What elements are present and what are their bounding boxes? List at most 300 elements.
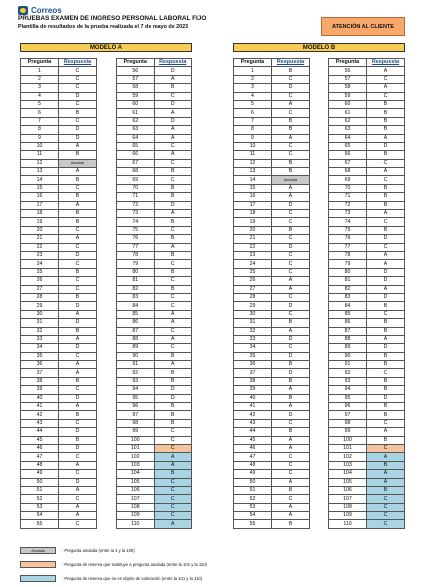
question-number: 24 — [21, 260, 59, 268]
table-row — [21, 436, 97, 444]
answer-cell: D — [272, 352, 310, 360]
question-number: 92 — [117, 369, 155, 377]
table-row — [117, 512, 192, 520]
answer-cell: A — [59, 369, 97, 377]
question-number: 79 — [117, 260, 155, 268]
table-row — [234, 126, 310, 134]
table-row — [117, 327, 192, 335]
question-number: 105 — [329, 478, 367, 486]
question-number: 95 — [117, 394, 155, 402]
table-row — [117, 126, 192, 134]
answer-cell: B — [272, 319, 310, 327]
table-row — [117, 117, 192, 125]
table-row — [21, 495, 97, 503]
question-number: 5 — [21, 100, 59, 108]
table-row — [117, 184, 192, 192]
question-number: 70 — [117, 184, 155, 192]
question-number: 11 — [234, 151, 272, 159]
question-number: 7 — [234, 117, 272, 125]
table-row — [117, 243, 192, 251]
answer-cell: B — [154, 285, 192, 293]
answer-cell: A — [367, 478, 405, 486]
answer-cell: C — [367, 176, 405, 184]
answer-cell: C — [59, 84, 97, 92]
table-row — [329, 377, 405, 385]
table-row — [234, 176, 310, 184]
table-row — [21, 67, 97, 75]
table-row — [117, 486, 192, 494]
answer-cell: C — [154, 302, 192, 310]
table-row — [234, 75, 310, 83]
question-number: 87 — [329, 327, 367, 335]
answer-cell: A — [272, 100, 310, 108]
table-row — [21, 293, 97, 301]
table-row — [117, 344, 192, 352]
answer-cell: A — [367, 470, 405, 478]
question-number: 58 — [117, 84, 155, 92]
answer-cell: D — [154, 394, 192, 402]
table-row — [21, 428, 97, 436]
answer-cell: D — [59, 134, 97, 142]
table-row — [234, 377, 310, 385]
table-row — [329, 243, 405, 251]
question-number: 100 — [329, 436, 367, 444]
answer-cell: B — [367, 319, 405, 327]
answer-cell: C — [272, 210, 310, 218]
question-number: 90 — [329, 352, 367, 360]
answer-cell: C — [59, 470, 97, 478]
question-number: 42 — [234, 411, 272, 419]
table-row — [234, 428, 310, 436]
table-row — [117, 403, 192, 411]
question-number: 93 — [117, 377, 155, 385]
answer-cell: D — [59, 478, 97, 486]
table-row — [21, 117, 97, 125]
table-row — [329, 428, 405, 436]
question-number: 16 — [21, 193, 59, 201]
table-row — [21, 100, 97, 108]
answer-cell: C — [59, 100, 97, 108]
model-b-table-2 — [328, 58, 405, 529]
answer-cell: A — [367, 67, 405, 75]
question-number: 36 — [21, 361, 59, 369]
answer-cell: C — [367, 75, 405, 83]
table-row — [234, 453, 310, 461]
question-number: 62 — [117, 117, 155, 125]
table-row — [117, 453, 192, 461]
answer-cell: B — [367, 100, 405, 108]
table-row — [117, 84, 192, 92]
question-number: 23 — [21, 251, 59, 259]
answer-cell: A — [272, 193, 310, 201]
answer-cell: C — [59, 184, 97, 192]
answer-cell: B — [272, 67, 310, 75]
table-row — [329, 369, 405, 377]
answer-cell: D — [154, 201, 192, 209]
legend-substitute — [20, 561, 207, 568]
question-number: 68 — [329, 168, 367, 176]
question-number: 84 — [117, 302, 155, 310]
answer-cell: C — [154, 142, 192, 150]
question-number: 92 — [329, 369, 367, 377]
answer-cell: D — [272, 84, 310, 92]
question-number: 96 — [329, 403, 367, 411]
answer-cell: B — [272, 377, 310, 385]
question-number: 1 — [234, 67, 272, 75]
question-number: 14 — [21, 176, 59, 184]
answer-cell: A — [367, 168, 405, 176]
answer-cell: D — [272, 369, 310, 377]
question-number: 108 — [329, 503, 367, 511]
header-answer: Respuesta — [272, 59, 310, 67]
legend-swatch-blue — [20, 575, 56, 582]
answer-cell: B — [367, 302, 405, 310]
answer-cell: C — [272, 453, 310, 461]
question-number: 56 — [117, 67, 155, 75]
table-row — [234, 100, 310, 108]
question-number: 107 — [329, 495, 367, 503]
question-number: 64 — [117, 134, 155, 142]
table-row — [117, 210, 192, 218]
question-number: 7 — [21, 117, 59, 125]
answer-cell: C — [272, 142, 310, 150]
question-number: 38 — [21, 377, 59, 385]
table-row — [117, 478, 192, 486]
answer-cell: B — [154, 235, 192, 243]
question-number: 73 — [329, 210, 367, 218]
answer-cell: B — [367, 126, 405, 134]
table-row — [234, 503, 310, 511]
question-number: 82 — [329, 285, 367, 293]
question-number: 27 — [234, 285, 272, 293]
table-row — [21, 394, 97, 402]
table-row — [21, 142, 97, 150]
question-number: 79 — [329, 260, 367, 268]
answer-cell: D — [367, 268, 405, 276]
answer-cell: C — [272, 344, 310, 352]
answer-cell: A — [367, 428, 405, 436]
question-number: 83 — [329, 293, 367, 301]
answer-cell: C — [154, 495, 192, 503]
model-b-table-1 — [233, 58, 310, 529]
table-row — [329, 184, 405, 192]
question-number: 6 — [234, 109, 272, 117]
table-row — [21, 176, 97, 184]
table-row — [117, 235, 192, 243]
table-row — [117, 92, 192, 100]
table-row — [21, 352, 97, 360]
answer-cell: A — [272, 478, 310, 486]
table-row — [21, 386, 97, 394]
question-number: 83 — [117, 293, 155, 301]
question-number: 110 — [117, 520, 155, 528]
answer-cell: B — [367, 436, 405, 444]
table-row — [329, 403, 405, 411]
table-row — [117, 226, 192, 234]
legend-text: : Pregunta anulada (entre la 1 y la 100) — [62, 548, 135, 553]
table-row — [117, 159, 192, 167]
table-row — [117, 503, 192, 511]
table-row — [21, 285, 97, 293]
question-number: 46 — [21, 444, 59, 452]
table-row — [329, 201, 405, 209]
table-row — [21, 461, 97, 469]
table-row — [21, 444, 97, 452]
answer-cell: B — [367, 226, 405, 234]
table-row — [329, 100, 405, 108]
table-row — [234, 444, 310, 452]
answer-cell: D — [59, 394, 97, 402]
question-number: 33 — [21, 335, 59, 343]
question-number: 5 — [234, 100, 272, 108]
answer-cell: B — [367, 109, 405, 117]
question-number: 4 — [21, 92, 59, 100]
question-number: 12 — [234, 159, 272, 167]
table-row — [21, 260, 97, 268]
question-number: 91 — [117, 361, 155, 369]
answer-cell: A — [367, 260, 405, 268]
answer-cell: A — [59, 142, 97, 150]
question-number: 77 — [329, 243, 367, 251]
question-number: 75 — [329, 226, 367, 234]
question-number: 86 — [117, 319, 155, 327]
question-number: 86 — [329, 319, 367, 327]
question-number: 37 — [234, 369, 272, 377]
question-number: 104 — [329, 470, 367, 478]
answer-cell: C — [59, 453, 97, 461]
table-row — [329, 394, 405, 402]
question-number: 26 — [234, 277, 272, 285]
question-number: 58 — [329, 84, 367, 92]
table-row — [234, 285, 310, 293]
answer-cell: A — [154, 243, 192, 251]
question-number: 31 — [21, 319, 59, 327]
answer-cell: C — [272, 293, 310, 301]
answer-cell: D — [154, 386, 192, 394]
question-number: 66 — [329, 151, 367, 159]
question-number: 54 — [234, 512, 272, 520]
answer-cell: B — [272, 226, 310, 234]
question-number: 85 — [117, 310, 155, 318]
question-number: 72 — [329, 201, 367, 209]
table-row — [234, 201, 310, 209]
table-row — [234, 218, 310, 226]
answer-cell: C — [154, 159, 192, 167]
table-row — [329, 335, 405, 343]
table-row — [329, 444, 405, 452]
answer-cell: D — [59, 126, 97, 134]
answer-cell: C — [59, 520, 97, 528]
table-row — [234, 134, 310, 142]
answer-cell: B — [154, 411, 192, 419]
question-number: 32 — [234, 327, 272, 335]
table-row — [329, 419, 405, 427]
question-number: 45 — [234, 436, 272, 444]
table-row — [329, 142, 405, 150]
table-row — [234, 243, 310, 251]
answer-cell: C — [154, 92, 192, 100]
answer-cell: D — [59, 428, 97, 436]
question-number: 82 — [117, 285, 155, 293]
legend-swatch-orange — [20, 561, 56, 568]
answer-cell: C — [272, 268, 310, 276]
answer-cell: C — [367, 92, 405, 100]
answer-cell: D — [59, 92, 97, 100]
answer-cell: C — [272, 260, 310, 268]
question-number: 90 — [117, 352, 155, 360]
question-number: 32 — [21, 327, 59, 335]
table-row — [21, 344, 97, 352]
question-number: 61 — [329, 109, 367, 117]
table-row — [21, 235, 97, 243]
table-row — [329, 134, 405, 142]
question-number: 87 — [117, 327, 155, 335]
question-number: 50 — [21, 478, 59, 486]
table-row — [21, 251, 97, 259]
answer-cell: D — [59, 251, 97, 259]
answer-cell: C — [367, 520, 405, 528]
question-number: 24 — [234, 260, 272, 268]
question-number: 8 — [21, 126, 59, 134]
header-question: Pregunta — [21, 59, 59, 67]
answer-cell: C — [59, 419, 97, 427]
answer-cell: A — [59, 201, 97, 209]
table-row — [117, 386, 192, 394]
answer-cell: C — [367, 369, 405, 377]
question-number: 91 — [329, 361, 367, 369]
table-row — [21, 168, 97, 176]
table-row — [117, 268, 192, 276]
question-number: 39 — [234, 386, 272, 394]
table-row — [329, 495, 405, 503]
answer-cell: B — [59, 268, 97, 276]
question-number: 14 — [234, 176, 272, 184]
question-number: 43 — [21, 419, 59, 427]
table-row — [117, 369, 192, 377]
table-row — [21, 92, 97, 100]
table-row — [117, 67, 192, 75]
table-row — [21, 361, 97, 369]
table-row — [117, 520, 192, 528]
answer-cell: A — [59, 335, 97, 343]
question-number: 54 — [21, 512, 59, 520]
table-row — [329, 117, 405, 125]
table-row — [329, 92, 405, 100]
answer-cell: B — [154, 403, 192, 411]
question-number: 10 — [234, 142, 272, 150]
question-number: 89 — [117, 344, 155, 352]
table-row — [21, 512, 97, 520]
question-number: 3 — [234, 84, 272, 92]
answer-cell: B — [272, 168, 310, 176]
answer-cell: B — [272, 520, 310, 528]
answer-cell: B — [272, 428, 310, 436]
answer-cell: A — [154, 319, 192, 327]
question-number: 29 — [234, 302, 272, 310]
table-row — [234, 92, 310, 100]
table-row — [117, 176, 192, 184]
table-row — [117, 377, 192, 385]
answer-cell: C — [154, 293, 192, 301]
answer-cell: C — [272, 461, 310, 469]
question-number: 13 — [21, 168, 59, 176]
table-row — [117, 436, 192, 444]
answer-cell: B — [367, 117, 405, 125]
answer-cell: C — [154, 444, 192, 452]
question-number: 19 — [21, 218, 59, 226]
answer-cell: B — [272, 126, 310, 134]
answer-cell: D — [367, 293, 405, 301]
question-number: 88 — [117, 335, 155, 343]
table-row — [234, 386, 310, 394]
question-number: 75 — [117, 226, 155, 234]
question-number: 41 — [21, 403, 59, 411]
question-number: 85 — [329, 310, 367, 318]
answer-cell: D — [154, 117, 192, 125]
question-number: 59 — [117, 92, 155, 100]
answer-cell: A — [154, 461, 192, 469]
answer-cell: D — [59, 444, 97, 452]
question-number: 99 — [117, 428, 155, 436]
question-number: 60 — [117, 100, 155, 108]
answer-cell: C — [272, 218, 310, 226]
question-number: 109 — [329, 512, 367, 520]
question-number: 88 — [329, 335, 367, 343]
table-row — [329, 361, 405, 369]
question-number: 61 — [117, 109, 155, 117]
answer-cell: C — [272, 470, 310, 478]
table-row — [117, 310, 192, 318]
table-row — [329, 126, 405, 134]
table-row — [234, 319, 310, 327]
question-number: 60 — [329, 100, 367, 108]
table-row — [329, 151, 405, 159]
table-row — [234, 159, 310, 167]
answer-cell: B — [59, 293, 97, 301]
question-number: 104 — [117, 470, 155, 478]
table-row — [117, 495, 192, 503]
table-row — [329, 226, 405, 234]
question-number: 37 — [21, 369, 59, 377]
table-row — [234, 184, 310, 192]
correos-horn-icon — [18, 6, 28, 15]
answer-cell: B — [59, 377, 97, 385]
question-number: 36 — [234, 361, 272, 369]
answer-cell: Anulada — [59, 159, 97, 167]
table-row — [117, 361, 192, 369]
answer-cell: A — [154, 109, 192, 117]
answer-cell: B — [154, 470, 192, 478]
table-row — [329, 470, 405, 478]
answer-cell: A — [367, 210, 405, 218]
question-number: 73 — [117, 210, 155, 218]
table-row — [117, 75, 192, 83]
question-number: 102 — [329, 453, 367, 461]
answer-cell: C — [59, 277, 97, 285]
table-row — [117, 193, 192, 201]
answer-cell: B — [367, 151, 405, 159]
question-number: 101 — [329, 444, 367, 452]
answer-cell: B — [367, 184, 405, 192]
answer-cell: D — [367, 277, 405, 285]
header-answer: Respuesta — [367, 59, 405, 67]
table-row — [329, 411, 405, 419]
question-number: 66 — [117, 151, 155, 159]
question-number: 62 — [329, 117, 367, 125]
table-row — [329, 277, 405, 285]
legend-anulada — [20, 547, 135, 554]
question-number: 44 — [234, 428, 272, 436]
